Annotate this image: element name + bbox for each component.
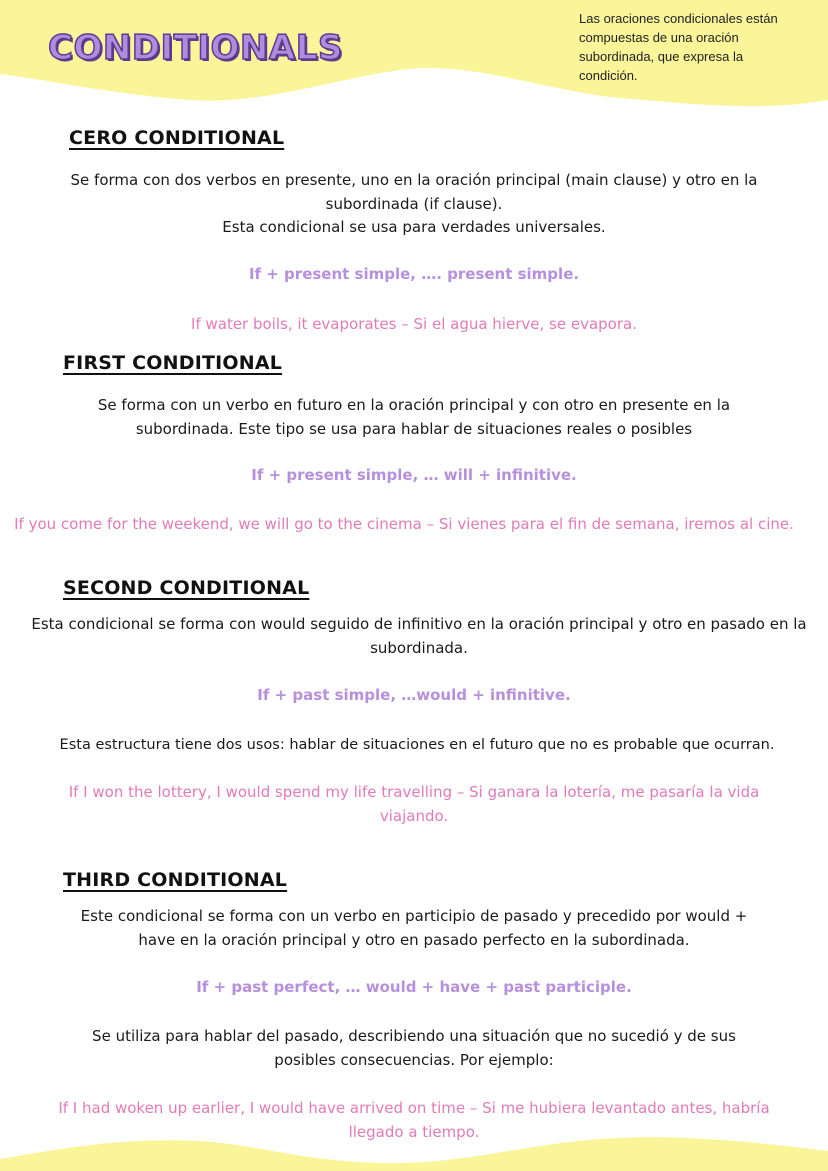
zero-conditional-description: Se forma con dos verbos en presente, uno en la oración principal (main clause) y otro en la subordinada (if clause).: [70, 171, 758, 213]
second-conditional-example: If I won the lottery, I would spend my life travelling – Si ganara la lotería, me pasaría la vida viajando.: [68, 783, 760, 825]
third-conditional-heading: THIRD CONDITIONAL: [63, 869, 288, 891]
third-conditional-example: If I had woken up earlier, I would have arrived on time – Si me hubiera levantado antes, habría llegado a tiempo.: [58, 1099, 770, 1141]
first-conditional-example: If you come for the weekend, we will go to the cinema – Si vienes para el fin de semana, iremos al cine.: [14, 515, 794, 533]
second-conditional-usage: Esta estructura tiene dos usos: hablar de situaciones en el futuro que no es probable que ocurran.: [59, 737, 775, 753]
zero-conditional-heading: CERO CONDITIONAL: [69, 127, 285, 149]
zero-conditional-example: If water boils, it evaporates – Si el agua hierve, se evapora.: [191, 315, 637, 333]
second-conditional-description: Esta condicional se forma con would seguido de infinitivo en la oración principal y otro en pasado en la subordinada.: [31, 615, 807, 657]
first-conditional-heading: FIRST CONDITIONAL: [63, 352, 283, 374]
third-conditional-description: Este condicional se forma con un verbo en participio de pasado y precedido por would + have en la oración principal y otro en pasado perfecto en la subordinada.: [80, 907, 748, 949]
zero-conditional-formula: If + present simple, …. present simple.: [248, 265, 580, 283]
page-title: CONDITIONALS: [48, 28, 343, 68]
zero-conditional-usage: Esta condicional se usa para verdades universales.: [222, 218, 606, 236]
first-conditional-description: Se forma con un verbo en futuro en la oración principal y con otro en presente en la subordinada. Este tipo se usa para hablar de situaciones reales o posibles: [97, 396, 731, 438]
first-conditional-formula: If + present simple, … will + infinitive.: [251, 466, 577, 484]
third-conditional-formula: If + past perfect, … would + have + past participle.: [196, 978, 632, 996]
second-conditional-formula: If + past simple, …would + infinitive.: [257, 686, 571, 704]
third-conditional-usage: Se utiliza para hablar del pasado, describiendo una situación que no sucedió y de sus posibles consecuencias. Por ejemplo:: [92, 1027, 736, 1069]
intro-note: Las oraciones condicionales están compuestas de una oración subordinada, que expresa la condición.: [579, 11, 778, 83]
second-conditional-heading: SECOND CONDITIONAL: [63, 577, 310, 599]
